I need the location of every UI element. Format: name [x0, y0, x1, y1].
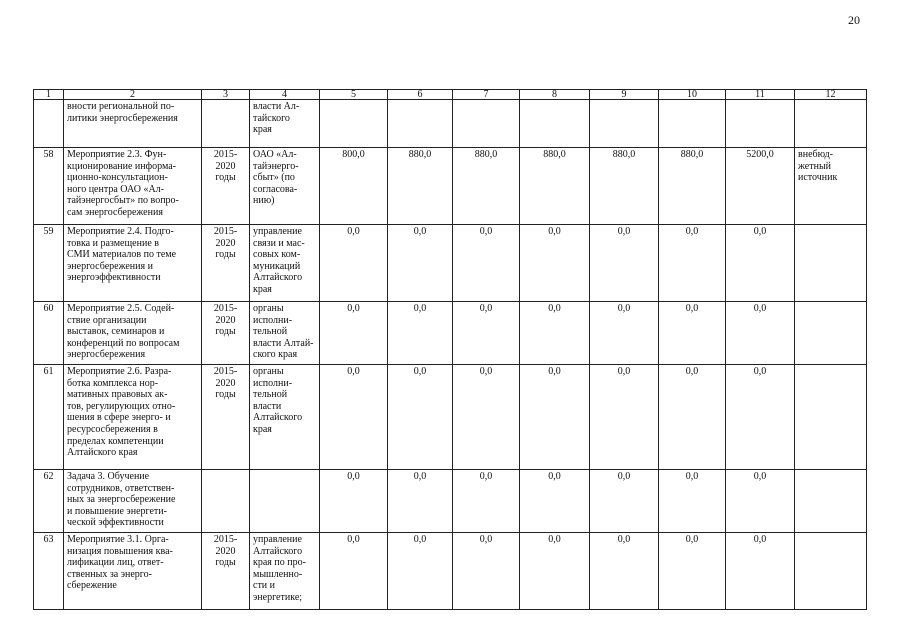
- executor: органы исполни- тельной власти Алтайского края: [250, 365, 320, 470]
- funding-value: 0,0: [388, 470, 453, 533]
- table-row: [34, 470, 867, 533]
- funding-value: 0,0: [726, 470, 795, 533]
- activity-name: Мероприятие 3.1. Орга- низация повышения ква- лификации лиц, ответ- ственных за энерго- сбережение: [67, 534, 173, 592]
- funding-value: 0,0: [659, 302, 726, 365]
- period: [202, 470, 250, 533]
- column-header: 1: [34, 90, 64, 100]
- column-header: 5: [320, 90, 388, 100]
- table-row: [34, 148, 867, 225]
- funding-source: [795, 365, 867, 470]
- column-header: 3: [202, 90, 250, 100]
- table-row: [34, 533, 867, 610]
- activity-name: Задача 3. Обучение сотрудников, ответствен- ных за энергосбережение и повышение энергети- ческой эффективности: [67, 471, 176, 529]
- column-header: 11: [726, 90, 795, 100]
- period: 2015- 2020 годы: [202, 365, 250, 470]
- executor: власти Ал- тайского края: [250, 100, 320, 148]
- funding-value: 0,0: [520, 365, 590, 470]
- funding-value: 0,0: [453, 533, 520, 610]
- page-number: 20: [848, 13, 860, 27]
- column-header: 10: [659, 90, 726, 100]
- period: 2015- 2020 годы: [202, 302, 250, 365]
- funding-value: 0,0: [388, 365, 453, 470]
- header-row: [34, 90, 867, 100]
- funding-value: 0,0: [388, 302, 453, 365]
- funding-value: 0,0: [659, 225, 726, 302]
- funding-value: 0,0: [726, 302, 795, 365]
- funding-source: [795, 225, 867, 302]
- row-number: 61: [34, 365, 64, 470]
- funding-value: 880,0: [590, 148, 659, 225]
- executor: управление связи и мас- совых ком- муникаций Алтайского края: [250, 225, 320, 302]
- funding-value: 0,0: [388, 225, 453, 302]
- funding-value: 0,0: [453, 302, 520, 365]
- table-row: [34, 302, 867, 365]
- funding-source: внебюд- жетный источник: [795, 148, 867, 225]
- activity-name-cell: [64, 470, 202, 533]
- funding-value: 0,0: [520, 225, 590, 302]
- column-header: 6: [388, 90, 453, 100]
- table-body: [34, 100, 867, 610]
- row-number: 58: [34, 148, 64, 225]
- funding-source: [795, 470, 867, 533]
- funding-source: [795, 533, 867, 610]
- activity-name: Мероприятие 2.4. Подго- товка и размещение в СМИ материалов по теме энергосбережения и энергоэффективности: [67, 226, 177, 284]
- funding-value: [320, 100, 388, 148]
- funding-value: 0,0: [659, 470, 726, 533]
- funding-value: [726, 100, 795, 148]
- activity-name: вности региональной по- литики энергосбережения: [67, 101, 178, 124]
- funding-value: 5200,0: [726, 148, 795, 225]
- column-header: 2: [64, 90, 202, 100]
- column-header: 9: [590, 90, 659, 100]
- funding-value: 0,0: [726, 225, 795, 302]
- row-number: [34, 100, 64, 148]
- row-number: 62: [34, 470, 64, 533]
- funding-value: 0,0: [453, 365, 520, 470]
- activity-name-cell: [64, 225, 202, 302]
- funding-value: 0,0: [520, 302, 590, 365]
- executor: [250, 470, 320, 533]
- funding-value: 0,0: [590, 470, 659, 533]
- row-number: 60: [34, 302, 64, 365]
- funding-source: [795, 100, 867, 148]
- period: 2015- 2020 годы: [202, 533, 250, 610]
- column-header: 7: [453, 90, 520, 100]
- table-row: [34, 225, 867, 302]
- funding-value: 880,0: [520, 148, 590, 225]
- row-number: 63: [34, 533, 64, 610]
- funding-value: 0,0: [320, 365, 388, 470]
- funding-value: 0,0: [590, 533, 659, 610]
- activity-name-cell: [64, 148, 202, 225]
- funding-value: 0,0: [590, 225, 659, 302]
- funding-value: [590, 100, 659, 148]
- funding-value: 0,0: [320, 470, 388, 533]
- table-row: [34, 100, 867, 148]
- funding-value: 0,0: [320, 533, 388, 610]
- funding-value: 0,0: [659, 365, 726, 470]
- column-header: 12: [795, 90, 867, 100]
- funding-value: 0,0: [388, 533, 453, 610]
- row-number: 59: [34, 225, 64, 302]
- funding-value: 0,0: [520, 470, 590, 533]
- funding-value: 0,0: [590, 365, 659, 470]
- funding-value: 0,0: [320, 302, 388, 365]
- column-header: 4: [250, 90, 320, 100]
- funding-value: 880,0: [453, 148, 520, 225]
- funding-value: 880,0: [388, 148, 453, 225]
- funding-value: 0,0: [453, 470, 520, 533]
- funding-value: 0,0: [726, 365, 795, 470]
- funding-value: 0,0: [453, 225, 520, 302]
- activity-name-cell: [64, 533, 202, 610]
- funding-value: 800,0: [320, 148, 388, 225]
- period: [202, 100, 250, 148]
- column-header: 8: [520, 90, 590, 100]
- table-row: [34, 365, 867, 470]
- activity-name: Мероприятие 2.5. Содей- ствие организации выставок, семинаров и конференций по вопросам энергосбережения: [67, 303, 180, 361]
- funding-value: 0,0: [659, 533, 726, 610]
- funding-value: [520, 100, 590, 148]
- funding-value: 880,0: [659, 148, 726, 225]
- funding-value: 0,0: [320, 225, 388, 302]
- activity-name-cell: [64, 100, 202, 148]
- funding-source: [795, 302, 867, 365]
- executor: управление Алтайского края по про- мышленно- сти и энергетике;: [250, 533, 320, 610]
- funding-value: [388, 100, 453, 148]
- period: 2015- 2020 годы: [202, 225, 250, 302]
- executor: ОАО «Ал- тайэнерго- сбыт» (по согласова- нию): [250, 148, 320, 225]
- funding-value: 0,0: [726, 533, 795, 610]
- period: 2015- 2020 годы: [202, 148, 250, 225]
- funding-value: 0,0: [520, 533, 590, 610]
- activity-name-cell: [64, 365, 202, 470]
- activity-name-cell: [64, 302, 202, 365]
- funding-value: [453, 100, 520, 148]
- program-table: [33, 89, 867, 610]
- funding-value: 0,0: [590, 302, 659, 365]
- activity-name: Мероприятие 2.6. Разра- ботка комплекса нор- мативных правовых ак- тов, регулирующих отно- шения в сфере энерго- и ресурсосбережения в пределах компетенции Алтайского края: [67, 366, 176, 459]
- funding-value: [659, 100, 726, 148]
- executor: органы исполни- тельной власти Алтай- ского края: [250, 302, 320, 365]
- activity-name: Мероприятие 2.3. Фун- кционирование информа- ционно-консультацион- ного центра ОАО «Ал- тайэнергосбыт» по вопро- сам энергосбережения: [67, 149, 179, 218]
